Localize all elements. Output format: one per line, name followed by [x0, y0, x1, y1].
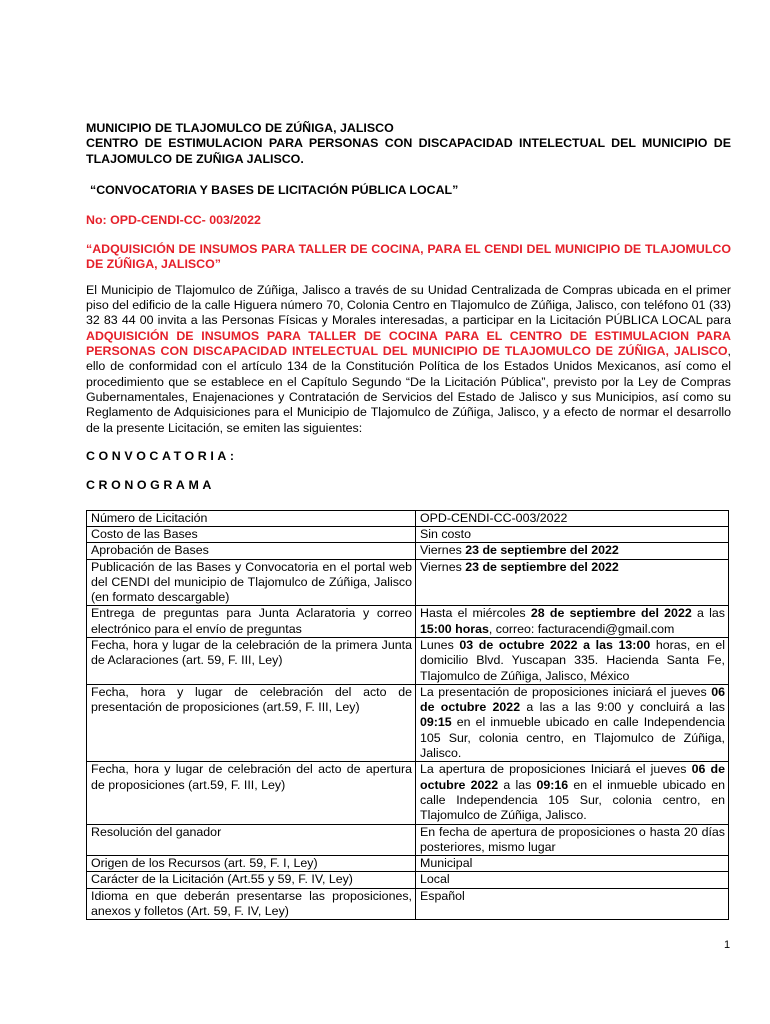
row-label: Fecha, hora y lugar de la celebración de la primera Junta de Aclaraciones (art. 59, F. III, Ley) — [87, 638, 416, 685]
row-label: Publicación de las Bases y Convocatoria en el portal web del CENDI del municipio de Tlajomulco de Zúñiga, Jalisco (en formato descargable) — [87, 559, 416, 606]
row-label: Origen de los Recursos (art. 59, F. I, Ley) — [87, 856, 416, 872]
row-value-segment: en el inmueble ubicado en calle Independencia 105 Sur, colonia centro, en Tlajomulco de Zúñiga, Jalisco. — [420, 777, 726, 823]
cronograma-table-body — [87, 510, 729, 920]
row-label: Entrega de preguntas para Junta Aclaratoria y correo electrónico para el envío de preguntas — [87, 606, 416, 638]
row-value-segment: En fecha de apertura de proposiciones o hasta 20 días posteriores, mismo lugar — [420, 824, 725, 854]
table-row — [87, 510, 729, 526]
row-value-segment: Municipal — [420, 856, 473, 871]
licitacion-objeto: “ADQUISICIÓN DE INSUMOS PARA TALLER DE COCINA, PARA EL CENDI DEL MUNICIPIO DE TLAJOMULCO DE ZÚÑIGA, JALISCO” — [86, 242, 731, 272]
row-value-segment: 06 de octubre 2022 — [420, 762, 725, 792]
row-value — [416, 762, 729, 824]
table-row — [87, 638, 729, 685]
row-value — [416, 559, 729, 606]
row-value — [416, 526, 729, 542]
row-label: Idioma en que deberán presentarse las proposiciones, anexos y folletos (Art. 59, F. IV, Ley) — [87, 888, 416, 920]
row-label: Fecha, hora y lugar de celebración del acto de presentación de proposiciones (art.59, F. III, Ley) — [87, 684, 416, 761]
document-header — [86, 121, 731, 167]
table-row — [87, 888, 729, 920]
row-value-segment: 15:00 horas — [420, 621, 489, 636]
header-centro: CENTRO DE ESTIMULACION PARA PERSONAS CON DISCAPACIDAD INTELECTUAL DEL MUNICIPIO DE TLAJOMULCO DE ZUÑIGA JALISCO. — [86, 136, 731, 166]
table-row — [87, 872, 729, 888]
row-value — [416, 856, 729, 872]
row-value-segment: La presentación de proposiciones iniciará el jueves — [420, 684, 712, 699]
table-row — [87, 559, 729, 606]
row-label: Número de Licitación — [87, 510, 416, 526]
header-municipio: MUNICIPIO DE TLAJOMULCO DE ZÚÑIGA, JALISCO — [86, 121, 394, 135]
row-value-segment: 03 de octubre 2022 a las 13:00 — [459, 638, 651, 652]
section-cronograma: CRONOGRAMA — [86, 478, 215, 493]
row-value-segment: a las a las 9:00 y concluirá a las — [520, 700, 725, 715]
row-value-segment: Español — [420, 888, 465, 903]
row-value — [416, 543, 729, 559]
row-value-segment: 06 de octubre 2022 — [420, 684, 725, 715]
table-row — [87, 543, 729, 559]
row-value-segment: Sin costo — [420, 526, 471, 541]
row-value-segment: en el inmueble ubicado en calle Independencia 105 Sur, colonia centro, en Tlajomulco de Zúñiga, Jalisco. — [420, 715, 725, 761]
row-value — [416, 824, 729, 856]
row-value — [416, 606, 729, 638]
row-value-segment: Local — [420, 872, 450, 887]
row-value-segment: Viernes — [420, 543, 466, 558]
row-label: Aprobación de Bases — [87, 543, 416, 559]
intro-paragraph — [86, 283, 731, 436]
row-value — [416, 872, 729, 888]
table-row — [87, 606, 729, 638]
table-row — [87, 684, 729, 761]
row-value-segment: a las — [498, 777, 537, 792]
row-value — [416, 684, 729, 761]
convocatoria-title: “CONVOCATORIA Y BASES DE LICITACIÓN PÚBLICA LOCAL” — [90, 183, 459, 198]
row-value-segment: La apertura de proposiciones Iniciará el jueves — [420, 762, 692, 777]
row-value-segment: horas, en el domicilio Blvd. Yuscapan 335. Hacienda Santa Fe, Tlajomulco de Zúñiga, Jalisco, México — [420, 638, 725, 683]
row-label: Carácter de la Licitación (Art.55 y 59, F. IV, Ley) — [87, 872, 416, 888]
document-page — [86, 121, 731, 920]
intro-text-2: , ello de conformidad con el artículo 134 de la Constitución Política de los Estados Unidos Mexicanos, así como el procedimiento que se establece en el Capítulo Segundo “De la Licitación Pública”, previsto por la Ley de Compras Gubernamentales, Enajenaciones y Contratación de Servicios del Estado de Jalisco y sus Municipios, así como su Reglamento de Adquisiciones para el Municipio de Tlajomulco de Zúñiga, Jalisco, y a efecto de normar el desarrollo de la presente Licitación, se emiten las siguientes: — [86, 344, 731, 435]
row-value — [416, 638, 729, 685]
row-value-segment: 09:15 — [420, 715, 452, 730]
cronograma-table — [86, 510, 729, 921]
licitacion-number: No: OPD-CENDI-CC- 003/2022 — [86, 212, 261, 227]
table-row — [87, 824, 729, 856]
row-value-segment: Hasta el miércoles — [420, 606, 531, 621]
row-value-segment: Viernes — [420, 559, 466, 574]
row-label: Costo de las Bases — [87, 526, 416, 542]
intro-text-1: El Municipio de Tlajomulco de Zúñiga, Jalisco a través de su Unidad Centralizada de Compras ubicada en el primer piso del edificio de la calle Higuera número 70, Colonia Centro en Tlajomulco de Zúñiga, Jalisco, con teléfono 01 (33) 32 83 44 00 invita a las Personas Físicas y Morales interesadas, a participar en la Licitación PÚBLICA LOCAL para — [86, 282, 731, 328]
row-value — [416, 510, 729, 526]
table-row — [87, 762, 729, 824]
row-value-segment: OPD-CENDI-CC-003/2022 — [420, 510, 568, 525]
row-value-segment: a las — [691, 606, 725, 621]
row-value-segment: 28 de septiembre del 2022 — [530, 606, 692, 621]
row-value-segment: , correo: facturacendi@gmail.com — [488, 621, 675, 636]
intro-highlight: ADQUISICIÓN DE INSUMOS PARA TALLER DE COCINA PARA EL CENTRO DE ESTIMULACION PARA PERSONAS CON DISCAPACIDAD INTELECTUAL DEL MUNICIPIO DE TLAJOMULCO DE ZÚÑIGA, JALISCO — [86, 328, 731, 359]
page-number: 1 — [724, 939, 731, 951]
row-value-segment: 23 de septiembre del 2022 — [465, 559, 619, 574]
row-value — [416, 888, 729, 920]
section-convocatoria: CONVOCATORIA: — [86, 448, 238, 463]
row-label: Fecha, hora y lugar de celebración del acto de apertura de proposiciones (art.59, F. III, Ley) — [87, 762, 416, 824]
row-label: Resolución del ganador — [87, 824, 416, 856]
table-row — [87, 856, 729, 872]
table-row — [87, 526, 729, 542]
row-value-segment: Lunes — [420, 638, 460, 652]
row-value-segment: 09:16 — [536, 777, 569, 792]
row-value-segment: 23 de septiembre del 2022 — [465, 543, 619, 558]
